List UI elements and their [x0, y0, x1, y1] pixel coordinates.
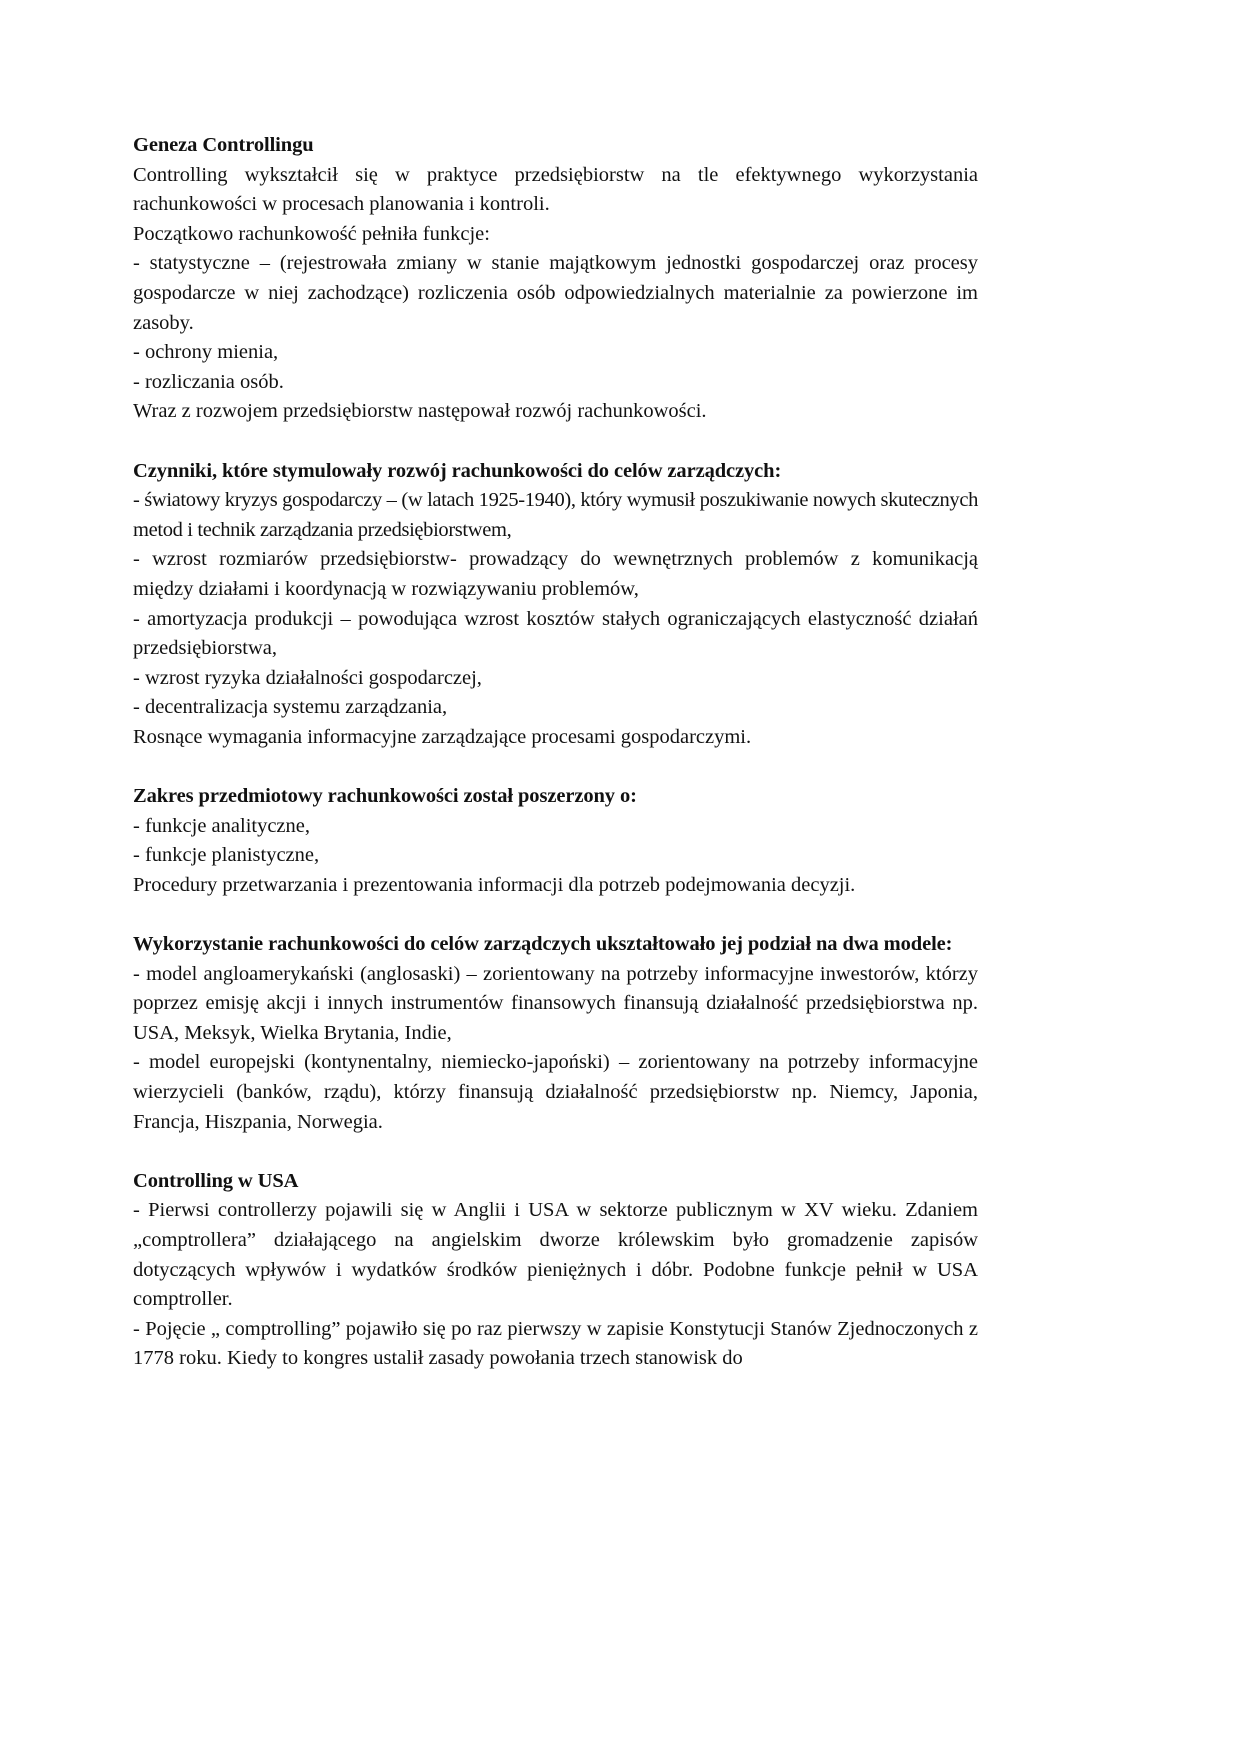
list-item: - wzrost rozmiarów przedsiębiorstw- prowadzący do wewnętrznych problemów z komunikacją między działami i koordynacją w rozwiązywaniu problemów,: [133, 548, 978, 600]
list-item: - amortyzacja produkcji – powodująca wzrost kosztów stałych ograniczających elastyczność działań przedsiębiorstwa,: [133, 607, 978, 660]
list-item: - model europejski (kontynentalny, niemiecko-japoński) – zorientowany na potrzeby informacyjne wierzycieli (banków, rządu), którzy finansują działalność przedsiębiorstw np. Niemcy, Japonia, Francja, Hiszpania, Norwegia.: [133, 1051, 978, 1133]
blank-line: [133, 752, 978, 782]
section-heading: Geneza Controllingu: [133, 134, 314, 156]
section-heading: Zakres przedmiotowy rachunkowości został poszerzony o:: [133, 785, 637, 808]
list-item: - model angloamerykański (anglosaski) – zorientowany na potrzeby informacyjne inwestorów, którzy poprzez emisję akcji i innych instrumentów finansowych finansują działalność przedsiębiorstwa np. USA, Meksyk, Wielka Brytania, Indie,: [133, 962, 978, 1044]
section-heading: Controlling w USA: [133, 1169, 299, 1192]
document-page: [133, 131, 978, 1374]
list-item: - Pojęcie „ comptrolling” pojawiło się po raz pierwszy w zapisie Konstytucji Stanów Zjednoczonych z 1778 roku. Kiedy to kongres ustalił zasady powołania trzech stanowisk do: [133, 1317, 978, 1370]
section-modele: [133, 930, 978, 1137]
section-czynniki: [133, 457, 978, 753]
blank-line: [133, 427, 978, 457]
paragraph: Wraz z rozwojem przedsiębiorstw następował rozwój rachunkowości.: [133, 400, 707, 423]
list-item: - ochrony mienia,: [133, 341, 279, 364]
list-item: - funkcje analityczne,: [133, 814, 311, 837]
section-zakres-przedmiotowy: [133, 782, 978, 900]
list-item: - statystyczne – (rejestrowała zmiany w stanie majątkowym jednostki gospodarczej oraz procesy gospodarcze w niej zachodzące) rozliczenia osób odpowiedzialnych materialnie za powierzone im zasoby.: [133, 252, 978, 334]
section-heading: Wykorzystanie rachunkowości do celów zarządczych ukształtowało jej podział na dwa modele:: [133, 933, 953, 956]
list-item: - rozliczania osób.: [133, 370, 284, 393]
paragraph: Procedury przetwarzania i prezentowania informacji dla potrzeb podejmowania decyzji.: [133, 873, 856, 896]
list-item: - światowy kryzys gospodarczy – (w latach 1925-1940), który wymusił poszukiwanie nowych skutecznych metod i technik zarządzania przedsiębiorstwem,: [133, 489, 978, 541]
paragraph: Początkowo rachunkowość pełniła funkcje:: [133, 222, 490, 245]
paragraph: Rosnące wymagania informacyjne zarządzające procesami gospodarczymi.: [133, 725, 752, 748]
blank-line: [133, 900, 978, 930]
list-item: - wzrost ryzyka działalności gospodarczej,: [133, 666, 482, 689]
section-controlling-w-usa: [133, 1167, 978, 1374]
blank-line: [133, 1137, 978, 1167]
section-heading: Czynniki, które stymulowały rozwój rachunkowości do celów zarządczych:: [133, 459, 782, 482]
list-item: - decentralizacja systemu zarządzania,: [133, 696, 448, 719]
paragraph: Controlling wykształcił się w praktyce przedsiębiorstw na tle efektywnego wykorzystania rachunkowości w procesach planowania i kontroli.: [133, 163, 978, 216]
list-item: - Pierwsi controllerzy pojawili się w Anglii i USA w sektorze publicznym w XV wieku. Zdaniem „comptrollera” działającego na angielskim dworze królewskim było gromadzenie zapisów dotyczących wpływów i wydatków środków pieniężnych i dóbr. Podobne funkcje pełnił w USA comptroller.: [133, 1199, 978, 1311]
section-geneza-controllingu: [133, 131, 978, 427]
list-item: - funkcje planistyczne,: [133, 844, 320, 867]
